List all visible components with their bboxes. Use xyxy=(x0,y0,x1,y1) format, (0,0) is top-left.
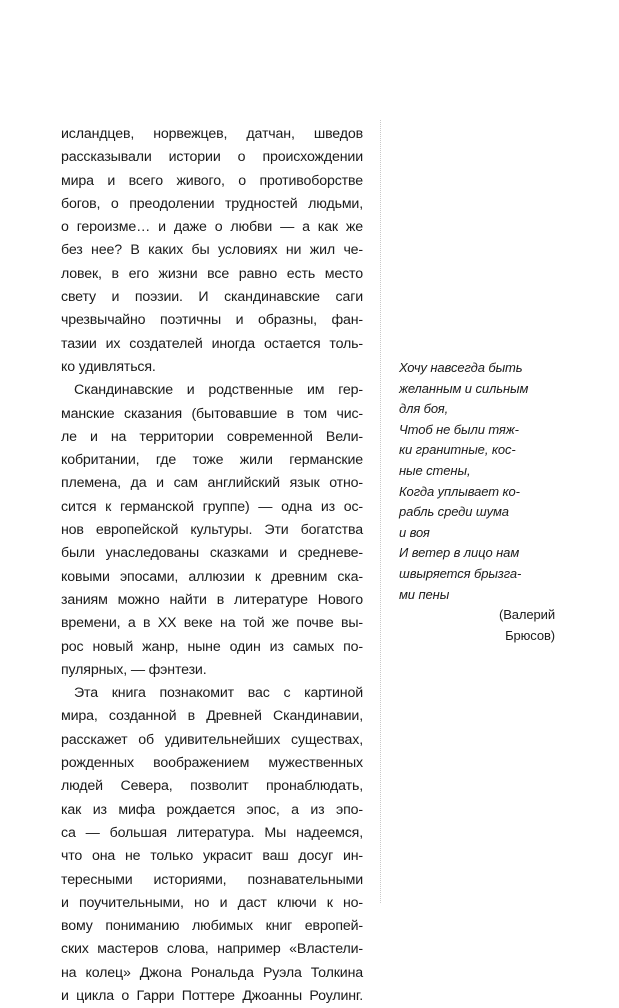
text-line: и цикла о Гарри Поттере Джоанны Роулинг. xyxy=(61,987,363,1004)
text-line: что она не только украсит ваш досуг ин- xyxy=(61,848,363,865)
poem-line: швыряется брызга- xyxy=(399,565,522,581)
main-text-column xyxy=(61,123,363,1008)
text-line: чрезвычайно поэтичны и образны, фан- xyxy=(61,312,363,329)
text-line: манские сказания (бытовавшие в том чис- xyxy=(61,405,363,422)
text-line: ловек, в его жизни все равно есть место xyxy=(61,265,363,282)
text-line: кобритании, где тоже жили германские xyxy=(61,452,363,469)
poem-line: Когда уплывает ко- xyxy=(399,483,520,499)
poem-line: рабль среди шума xyxy=(399,504,509,520)
text-line: племена, да и сам английский язык отно- xyxy=(61,475,363,492)
text-line: рожденных воображением мужественных xyxy=(61,755,363,772)
text-line: на колец» Джона Рональда Руэла Толкина xyxy=(61,964,363,981)
text-line: времени, а в XX веке на той же почве вы- xyxy=(61,615,363,632)
text-line: вому пониманию любимых книг европей- xyxy=(61,918,363,935)
text-line: тазии их создателей иногда остается толь- xyxy=(61,335,363,352)
text-line: ко удивляться. xyxy=(61,358,156,375)
poem-line: ки гранитные, кос- xyxy=(399,442,516,458)
text-line: ковыми эпосами, аллюзии к древним ска- xyxy=(61,568,363,585)
text-line: ле и на территории современной Вели- xyxy=(61,428,363,445)
text-line: рос новый жанр, ныне один из самых по- xyxy=(61,638,363,655)
text-line: Эта книга познакомит вас с картиной xyxy=(74,685,363,702)
poem-line: ные стены, xyxy=(399,462,471,478)
epigraph-poem xyxy=(399,358,557,646)
text-line: людей Севера, позволит пронаблюдать, xyxy=(61,778,363,795)
text-line: о героизме… и даже о любви — а как же xyxy=(61,219,363,236)
text-line: Скандинавские и родственные им гер- xyxy=(74,382,363,399)
text-line: са — большая литература. Мы надеемся, xyxy=(61,824,363,841)
column-divider xyxy=(380,120,381,903)
text-line: как из мифа рождается эпос, а из эпо- xyxy=(61,801,363,818)
text-line: были унаследованы сказками и средневе- xyxy=(61,545,363,562)
text-line: тересными историями, познавательными xyxy=(61,871,363,888)
text-line: сится к германской группе) — одна из ос- xyxy=(61,498,363,515)
poem-line: И ветер в лицо нам xyxy=(399,545,520,561)
text-line: рассказывали истории о происхождении xyxy=(61,149,363,166)
text-line: без нее? В каких бы условиях ни жил че- xyxy=(61,242,363,259)
text-line: свету и поэзии. И скандинавские саги xyxy=(61,289,363,306)
poem-line: ми пены xyxy=(399,586,450,602)
poem-line: Хочу навсегда быть xyxy=(399,360,523,375)
text-line: богов, о преодолении трудностей людьми, xyxy=(61,195,363,212)
epigraph-author-surname: Брюсов) xyxy=(505,627,555,643)
text-line: исландцев, норвежцев, датчан, шведов xyxy=(61,126,363,142)
text-line: мира и всего живого, о противоборстве xyxy=(61,172,363,189)
text-line: расскажет об удивительнейших существах, xyxy=(61,731,363,748)
epigraph-author: (Валерий xyxy=(499,607,555,623)
poem-line: для боя, xyxy=(399,401,449,417)
text-line: ских мастеров слова, например «Властели- xyxy=(61,941,363,958)
text-line: мира, созданной в Древней Скандинавии, xyxy=(61,708,363,725)
text-line: и поучительными, но и даст ключи к но- xyxy=(61,894,363,911)
text-line: пулярных, — фэнтези. xyxy=(61,661,207,678)
text-line: заниям можно найти в литературе Нового xyxy=(61,591,363,608)
poem-line: и воя xyxy=(399,524,430,540)
poem-line: Чтоб не были тяж- xyxy=(399,421,519,437)
text-line: нов европейской культуры. Эти богатства xyxy=(61,522,363,539)
poem-line: желанным и сильным xyxy=(399,380,529,396)
